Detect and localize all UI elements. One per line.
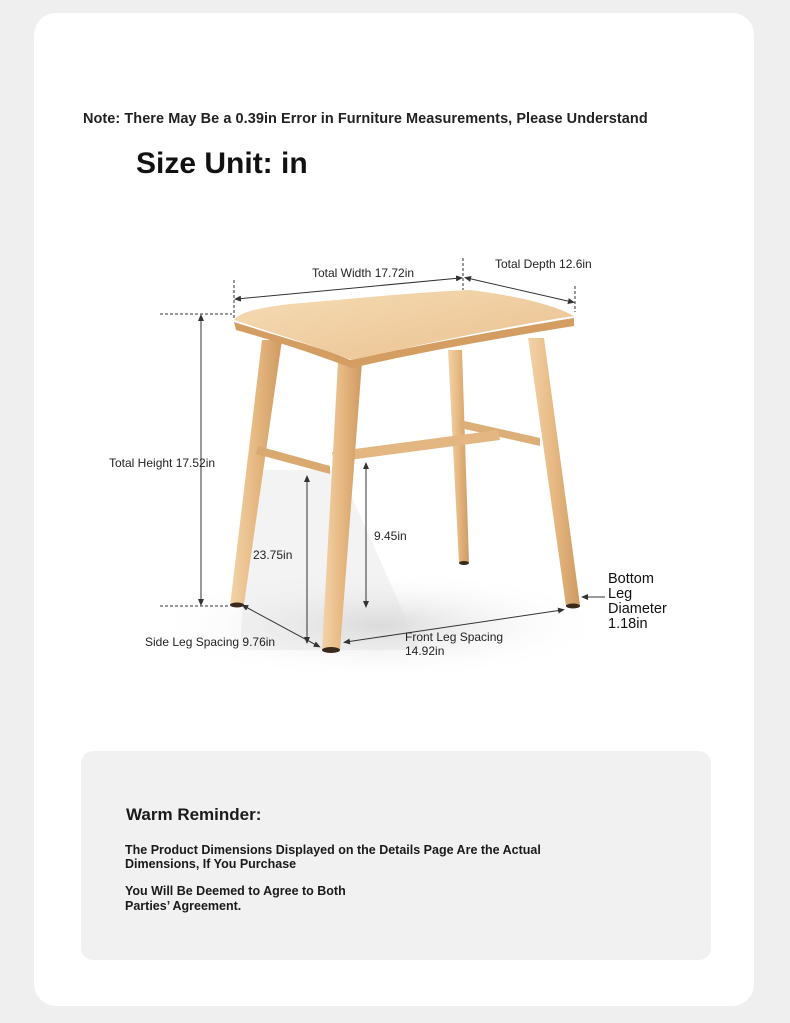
reminder-title: Warm Reminder: bbox=[126, 805, 262, 824]
leg-foot-4 bbox=[459, 561, 469, 565]
size-unit-heading: Size Unit: in bbox=[136, 147, 308, 180]
bottom-leg-diameter-label bbox=[608, 572, 688, 632]
reminder-paragraph-2: You Will Be Deemed to Agree to Both Parties’ Agreement. bbox=[125, 884, 346, 913]
front-leg-spacing-line2: 14.92in bbox=[405, 644, 445, 658]
front-stretcher bbox=[332, 430, 500, 462]
leg-foot-2 bbox=[230, 603, 244, 608]
crossbar-height-label: 9.45in bbox=[374, 529, 407, 543]
reminder-paragraph-1: The Product Dimensions Displayed on the Details Page Are the Actual Dimensions, If You Purchase bbox=[125, 843, 541, 871]
back-left-leg bbox=[448, 350, 469, 563]
measurement-error-note: Note: There May Be a 0.39in Error in Furniture Measurements, Please Understand bbox=[83, 111, 648, 127]
side-height-label: 23.75in bbox=[253, 548, 293, 562]
bottom-leg-line3: Diameter bbox=[608, 601, 667, 617]
total-width-label: Total Width 17.72in bbox=[312, 266, 415, 280]
leg-foot-3 bbox=[566, 604, 580, 609]
bottom-leg-line4: 1.18in bbox=[608, 616, 648, 632]
leg-foot-1 bbox=[322, 647, 340, 653]
front-leg-spacing-line1: Front Leg Spacing bbox=[405, 630, 504, 644]
back-right-leg bbox=[528, 338, 580, 606]
bottom-leg-line2: Leg bbox=[608, 586, 633, 602]
total-height-label: Total Height 17.52in bbox=[109, 456, 216, 470]
front-leg-spacing-label bbox=[405, 630, 503, 658]
bottom-leg-line1: Bottom bbox=[608, 571, 654, 587]
left-side-stretcher bbox=[256, 446, 330, 474]
side-leg-spacing-label: Side Leg Spacing 9.76in bbox=[145, 635, 276, 649]
total-depth-label: Total Depth 12.6in bbox=[495, 257, 592, 271]
warm-reminder-box bbox=[81, 751, 711, 960]
